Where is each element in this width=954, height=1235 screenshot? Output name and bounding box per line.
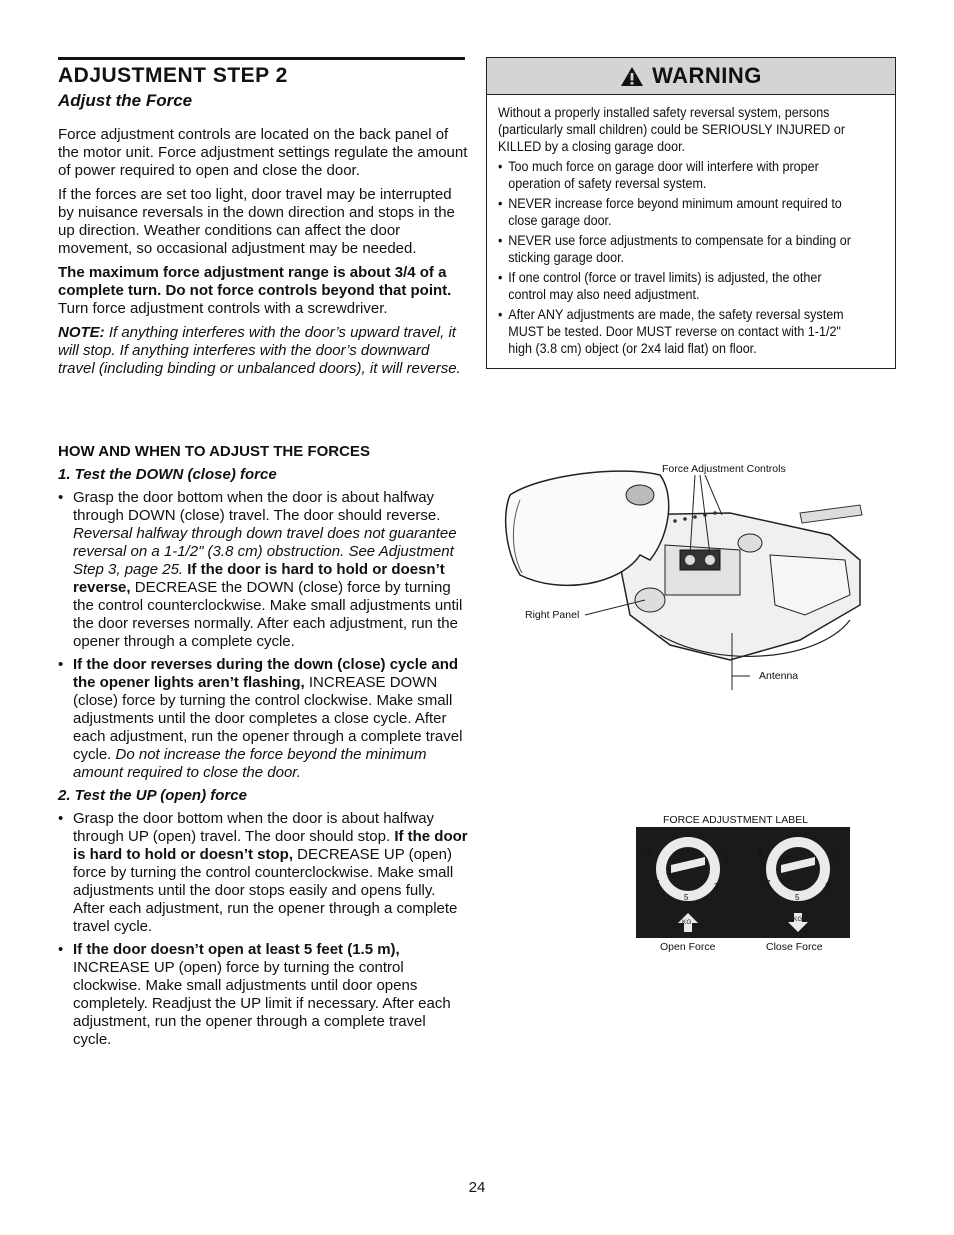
intro-paragraph-3 — [58, 264, 468, 318]
step-2-title — [58, 787, 468, 805]
step-2-bullet-1 — [58, 810, 468, 936]
dial-left-7: 7 — [655, 879, 660, 888]
warning-bullet: • After ANY adjustments are made, the safety reversal system MUST be tested. Door MUST reverse on contact with 1-1/2" high (3.8 cm) object (or 2x4 laid flat) on floor. — [498, 306, 859, 357]
warning-body — [498, 104, 859, 360]
bullet-text: DECREASE UP (open) force by turning the control counterclockwise. Make small adjustments until the door stops easily and opens fully. After each adjustment, run the opener through a complete travel cycle. — [73, 846, 458, 935]
step-1-title — [58, 466, 468, 484]
warning-triangle-icon — [620, 66, 644, 87]
intro-paragraph-1: Force adjustment controls are located on the back panel of the motor unit. Force adjustment settings regulate the amount of power required to open and close the door. — [58, 126, 468, 179]
step-1-label: Test the DOWN (close) force — [70, 466, 277, 483]
label-antenna: Antenna — [759, 670, 799, 682]
page-number: 24 — [468, 1179, 486, 1196]
dial-left-3: 3 — [714, 882, 719, 891]
warning-heading: WARNING — [652, 63, 762, 88]
howto-heading: HOW AND WHEN TO ADJUST THE FORCES — [58, 443, 370, 460]
warning-bullet: • NEVER increase force beyond minimum amount required to close garage door. — [498, 195, 859, 229]
dial-left-1: 1 — [724, 853, 729, 862]
warning-intro: Without a properly installed safety reversal system, persons (particularly small children) could be SERIOUSLY INJURED or KILLED by a closing garage door. — [498, 105, 846, 154]
kg-badge-left: KG — [682, 919, 692, 926]
bullet-italic: Reversal halfway through down travel does not guarantee reversal on a 1-1/2" (3.8 cm) obstruction. See Adjustment Step 3, page 25. — [73, 525, 457, 578]
bullet-bold: If the door reverses during the down (close) cycle and the opener lights aren’t flashing, — [73, 656, 459, 691]
close-force-caption: Close Force — [766, 941, 823, 953]
dial-right-9: 9 — [758, 849, 763, 858]
bullet-bold: If the door doesn’t open at least 5 feet (1.5 m), — [73, 941, 400, 958]
step-1-bullet-2 — [58, 656, 468, 782]
page-title: ADJUSTMENT STEP 2 — [58, 64, 288, 87]
opener-illustration — [500, 455, 900, 700]
dial-right-5: 5 — [795, 893, 800, 902]
step-2-label: Test the UP (open) force — [70, 787, 247, 804]
label-right-panel: Right Panel — [525, 609, 580, 621]
dial-left-5: 5 — [684, 893, 689, 902]
bullet-italic: Do not increase the force beyond the minimum amount required to close the door. — [73, 746, 427, 781]
step-2-number: 2. — [58, 787, 71, 804]
dial-left-9: 9 — [647, 849, 652, 858]
bullet-bold: If the door is hard to hold or doesn’t reverse, — [73, 561, 445, 596]
bullet-bold: If the door is hard to hold or doesn’t stop, — [73, 828, 468, 863]
bullet-text: INCREASE DOWN (close) force by turning the control clockwise. Make small adjustments until the door completes a close cycle. After each adjustment, run the opener through a complete travel cycle. — [73, 674, 463, 763]
open-force-caption: Open Force — [660, 941, 716, 953]
screwdriver-text: Turn force adjustment controls with a screwdriver. — [58, 300, 388, 317]
dial-right-3: 3 — [825, 882, 830, 891]
force-label-title: FORCE ADJUSTMENT LABEL — [663, 814, 809, 826]
bullet-text: Grasp the door bottom when the door is about halfway through UP (open) travel. The door should stop. — [73, 810, 435, 845]
page-subtitle: Adjust the Force — [58, 91, 193, 110]
kg-badge-right: KG — [793, 916, 803, 923]
intro-paragraph-2: If the forces are set too light, door travel may be interrupted by nuisance reversals in the down direction and stops in the up direction. Weather conditions can affect the door movement, so occasional adjustment may be needed. — [58, 186, 455, 257]
warning-bullet: • If one control (force or travel limits) is adjusted, the other control may also need adjustment. — [498, 269, 859, 303]
step-1-number: 1. — [58, 466, 71, 483]
bullet-text: INCREASE UP (open) force by turning the control clockwise. Make small adjustments until door opens completely. Readjust the UP limit if necessary. After each adjustment, run the opener through a complete travel cycle. — [73, 959, 451, 1048]
bullet-text: Grasp the door bottom when the door is about halfway through DOWN (close) travel. The door should reverse. — [73, 489, 441, 524]
step-2-bullet-2 — [58, 941, 468, 1049]
note-paragraph — [58, 324, 468, 378]
warning-bullet: • NEVER use force adjustments to compensate for a binding or sticking garage door. — [498, 232, 859, 266]
intro-section — [58, 126, 468, 378]
step-1-bullet-1 — [58, 489, 468, 651]
dial-right-7: 7 — [766, 879, 771, 888]
header-rule — [58, 57, 465, 60]
dial-graphics — [636, 827, 850, 938]
dial-right-1: 1 — [835, 853, 840, 862]
force-adjustment-label — [636, 827, 850, 938]
howto-section — [58, 443, 468, 1049]
warning-box — [486, 57, 896, 369]
label-force-controls: Force Adjustment Controls — [662, 463, 786, 475]
note-label: NOTE: — [58, 324, 105, 341]
warning-header — [487, 58, 895, 95]
bullet-text: DECREASE the DOWN (close) force by turning the control counterclockwise. Make small adjustments until the door reverses normally. After each adjustment, run the opener through a complete cycle. — [73, 579, 463, 650]
force-range-warning: The maximum force adjustment range is about 3/4 of a complete turn. Do not force controls beyond that point. — [58, 264, 452, 299]
warning-bullet: • Too much force on garage door will interfere with proper operation of safety reversal system. — [498, 158, 859, 192]
note-text: If anything interferes with the door’s upward travel, it will stop. If anything interferes with the door’s downward travel (including binding or unbalanced doors), it will reverse. — [58, 324, 461, 377]
